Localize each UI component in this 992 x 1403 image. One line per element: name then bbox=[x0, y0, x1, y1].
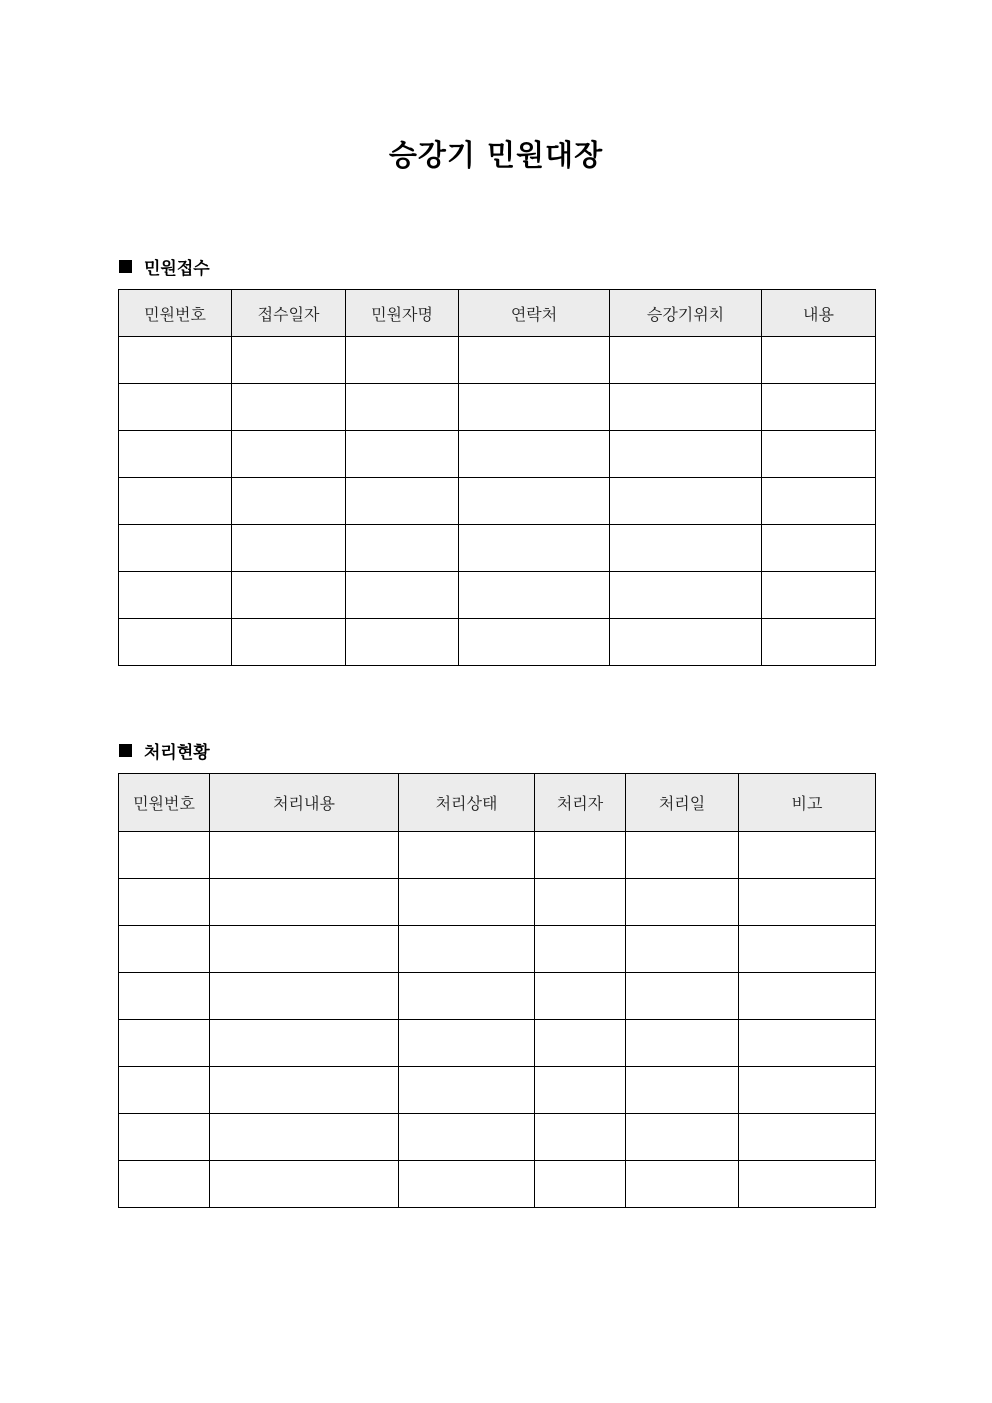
empty-cell[interactable] bbox=[739, 1020, 876, 1067]
empty-cell[interactable] bbox=[762, 478, 876, 525]
empty-cell[interactable] bbox=[610, 478, 762, 525]
column-header: 민원번호 bbox=[119, 290, 232, 337]
empty-cell[interactable] bbox=[232, 525, 346, 572]
empty-cell[interactable] bbox=[762, 431, 876, 478]
empty-cell[interactable] bbox=[535, 926, 626, 973]
empty-cell[interactable] bbox=[119, 879, 210, 926]
empty-cell[interactable] bbox=[739, 832, 876, 879]
empty-cell[interactable] bbox=[626, 832, 739, 879]
empty-cell[interactable] bbox=[119, 337, 232, 384]
empty-cell[interactable] bbox=[762, 619, 876, 666]
empty-cell[interactable] bbox=[459, 572, 610, 619]
empty-cell[interactable] bbox=[346, 619, 459, 666]
empty-cell[interactable] bbox=[210, 1161, 399, 1208]
empty-cell[interactable] bbox=[535, 832, 626, 879]
empty-cell[interactable] bbox=[232, 384, 346, 431]
section-heading-processing bbox=[119, 738, 210, 763]
column-header: 민원자명 bbox=[346, 290, 459, 337]
empty-cell[interactable] bbox=[399, 879, 535, 926]
processing-table bbox=[118, 773, 876, 1208]
empty-cell[interactable] bbox=[399, 973, 535, 1020]
empty-cell[interactable] bbox=[535, 1020, 626, 1067]
table-row bbox=[119, 1114, 876, 1161]
table-body bbox=[119, 337, 876, 666]
table-header-row bbox=[119, 290, 876, 337]
empty-cell[interactable] bbox=[346, 431, 459, 478]
table-row bbox=[119, 973, 876, 1020]
empty-cell[interactable] bbox=[459, 384, 610, 431]
table-row bbox=[119, 1067, 876, 1114]
empty-cell[interactable] bbox=[346, 337, 459, 384]
table-row bbox=[119, 1161, 876, 1208]
empty-cell[interactable] bbox=[119, 973, 210, 1020]
table-row bbox=[119, 1020, 876, 1067]
empty-cell[interactable] bbox=[210, 1114, 399, 1161]
empty-cell[interactable] bbox=[459, 337, 610, 384]
empty-cell[interactable] bbox=[626, 1161, 739, 1208]
empty-cell[interactable] bbox=[399, 926, 535, 973]
empty-cell[interactable] bbox=[346, 572, 459, 619]
empty-cell[interactable] bbox=[119, 832, 210, 879]
table-row bbox=[119, 431, 876, 478]
empty-cell[interactable] bbox=[399, 1067, 535, 1114]
empty-cell[interactable] bbox=[119, 525, 232, 572]
empty-cell[interactable] bbox=[535, 1114, 626, 1161]
empty-cell[interactable] bbox=[119, 619, 232, 666]
section-heading-label: 처리현황 bbox=[144, 743, 210, 763]
empty-cell[interactable] bbox=[610, 431, 762, 478]
empty-cell[interactable] bbox=[762, 525, 876, 572]
column-header: 처리상태 bbox=[399, 774, 535, 832]
empty-cell[interactable] bbox=[119, 1067, 210, 1114]
empty-cell[interactable] bbox=[119, 431, 232, 478]
empty-cell[interactable] bbox=[739, 1067, 876, 1114]
empty-cell[interactable] bbox=[232, 431, 346, 478]
empty-cell[interactable] bbox=[119, 1114, 210, 1161]
empty-cell[interactable] bbox=[739, 879, 876, 926]
empty-cell[interactable] bbox=[210, 832, 399, 879]
empty-cell[interactable] bbox=[119, 384, 232, 431]
empty-cell[interactable] bbox=[739, 1161, 876, 1208]
table-row bbox=[119, 879, 876, 926]
empty-cell[interactable] bbox=[399, 832, 535, 879]
empty-cell[interactable] bbox=[610, 619, 762, 666]
column-header: 연락처 bbox=[459, 290, 610, 337]
table-row bbox=[119, 337, 876, 384]
table-row bbox=[119, 572, 876, 619]
empty-cell[interactable] bbox=[399, 1114, 535, 1161]
empty-cell[interactable] bbox=[399, 1020, 535, 1067]
empty-cell[interactable] bbox=[119, 1161, 210, 1208]
empty-cell[interactable] bbox=[739, 1114, 876, 1161]
empty-cell[interactable] bbox=[346, 525, 459, 572]
empty-cell[interactable] bbox=[535, 973, 626, 1020]
empty-cell[interactable] bbox=[346, 384, 459, 431]
empty-cell[interactable] bbox=[535, 1161, 626, 1208]
empty-cell[interactable] bbox=[232, 337, 346, 384]
empty-cell[interactable] bbox=[626, 1067, 739, 1114]
empty-cell[interactable] bbox=[739, 973, 876, 1020]
empty-cell[interactable] bbox=[762, 384, 876, 431]
empty-cell[interactable] bbox=[610, 572, 762, 619]
column-header: 비고 bbox=[739, 774, 876, 832]
empty-cell[interactable] bbox=[626, 1020, 739, 1067]
column-header: 민원번호 bbox=[119, 774, 210, 832]
empty-cell[interactable] bbox=[232, 478, 346, 525]
empty-cell[interactable] bbox=[346, 478, 459, 525]
empty-cell[interactable] bbox=[762, 337, 876, 384]
table-row bbox=[119, 525, 876, 572]
empty-cell[interactable] bbox=[210, 926, 399, 973]
table-row bbox=[119, 478, 876, 525]
empty-cell[interactable] bbox=[119, 572, 232, 619]
column-header: 내용 bbox=[762, 290, 876, 337]
empty-cell[interactable] bbox=[626, 879, 739, 926]
column-header: 접수일자 bbox=[232, 290, 346, 337]
document-title: 승강기 민원대장 bbox=[388, 138, 604, 172]
column-header: 처리자 bbox=[535, 774, 626, 832]
empty-cell[interactable] bbox=[610, 384, 762, 431]
column-header: 승강기위치 bbox=[610, 290, 762, 337]
empty-cell[interactable] bbox=[232, 619, 346, 666]
reception-table bbox=[118, 289, 876, 666]
empty-cell[interactable] bbox=[626, 926, 739, 973]
section-heading-label: 민원접수 bbox=[144, 259, 210, 279]
table-row bbox=[119, 384, 876, 431]
table-body bbox=[119, 832, 876, 1208]
table-header-row bbox=[119, 774, 876, 832]
empty-cell[interactable] bbox=[399, 1161, 535, 1208]
section-heading-reception bbox=[119, 254, 210, 279]
empty-cell[interactable] bbox=[459, 525, 610, 572]
empty-cell[interactable] bbox=[739, 926, 876, 973]
empty-cell[interactable] bbox=[210, 973, 399, 1020]
empty-cell[interactable] bbox=[119, 1020, 210, 1067]
square-bullet-icon bbox=[119, 260, 132, 273]
empty-cell[interactable] bbox=[610, 525, 762, 572]
empty-cell[interactable] bbox=[535, 1067, 626, 1114]
empty-cell[interactable] bbox=[626, 1114, 739, 1161]
table-row bbox=[119, 619, 876, 666]
empty-cell[interactable] bbox=[459, 478, 610, 525]
column-header: 처리일 bbox=[626, 774, 739, 832]
table-row bbox=[119, 926, 876, 973]
empty-cell[interactable] bbox=[119, 926, 210, 973]
empty-cell[interactable] bbox=[210, 1020, 399, 1067]
square-bullet-icon bbox=[119, 744, 132, 757]
empty-cell[interactable] bbox=[459, 431, 610, 478]
column-header: 처리내용 bbox=[210, 774, 399, 832]
empty-cell[interactable] bbox=[762, 572, 876, 619]
empty-cell[interactable] bbox=[610, 337, 762, 384]
empty-cell[interactable] bbox=[210, 879, 399, 926]
empty-cell[interactable] bbox=[232, 572, 346, 619]
empty-cell[interactable] bbox=[119, 478, 232, 525]
empty-cell[interactable] bbox=[535, 879, 626, 926]
table-row bbox=[119, 832, 876, 879]
empty-cell[interactable] bbox=[210, 1067, 399, 1114]
empty-cell[interactable] bbox=[459, 619, 610, 666]
empty-cell[interactable] bbox=[626, 973, 739, 1020]
